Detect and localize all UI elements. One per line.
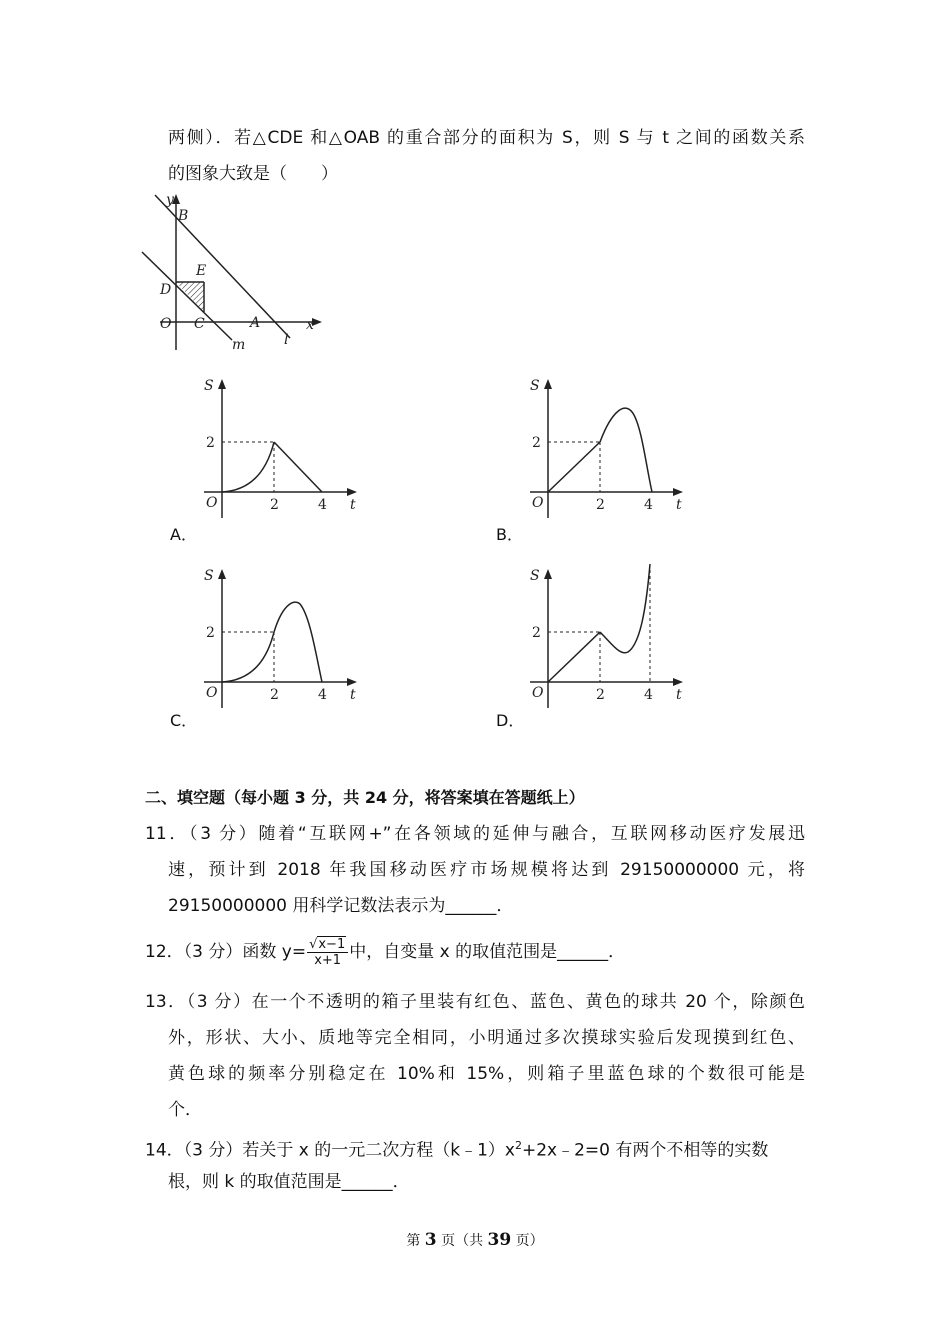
axis-label-t: t [676,687,682,703]
q13-line2: 外，形状、大小、质地等完全相同，小明通过多次摸球实验后发现摸到红色、 [168,1028,805,1048]
tick-label-y2: 2 [206,435,215,451]
fig-label-x: x [306,317,314,333]
footer-prefix: 第 [406,1233,425,1249]
q11-line3: 29150000000 用科学记数法表示为______． [168,896,514,916]
fig-label-e: E [196,263,207,279]
q11-line1: 11．（3 分）随着“互联网+”在各领域的延伸与融合，互联网移动医疗发展迅 [145,824,805,844]
option-c-graph [190,560,370,710]
q12-numerator: x−1 [318,936,346,952]
option-a-graph [190,370,370,520]
axis-label-s: S [204,568,214,584]
origin-label: O [206,495,218,511]
option-b-label[interactable]: B． [496,525,523,544]
section-heading: 二、填空题（每小题 3 分，共 24 分，将答案填在答题纸上） [145,788,585,807]
tick-label-x4: 4 [644,497,653,513]
fig-label-d: D [160,282,172,298]
fig-label-m: m [232,337,246,353]
axis-label-s: S [204,378,214,394]
fig-label-b: B [178,208,189,224]
tick-label-x4: 4 [318,687,327,703]
q12-after: 中，自变量 x 的取值范围是______． [349,942,626,962]
q14-line2: 根，则 k 的取值范围是______． [168,1172,410,1192]
tick-label-y2: 2 [206,625,215,641]
q14-line1 [145,1134,768,1163]
q10-main-figure [130,188,330,356]
footer-middle: 页（共 [436,1233,488,1249]
fig-label-c: C [194,316,205,332]
option-d-label[interactable]: D． [496,711,525,730]
q14-line1-a: 14．（3 分）若关于 x 的一元二次方程（k﹣1）x [145,1140,515,1161]
sqrt-icon: √ [309,936,318,952]
q14-exponent: 2 [514,1139,522,1152]
q12-line [145,930,625,974]
tick-label-x2: 2 [596,687,605,703]
q10-text-line1: 两侧）．若△CDE 和△OAB 的重合部分的面积为 S，则 S 与 t 之间的函数关系 [168,128,805,148]
tick-label-y2: 2 [532,435,541,451]
axis-label-s: S [530,378,540,394]
fig-label-l: l [284,332,289,348]
origin-label: O [532,495,544,511]
tick-label-x2: 2 [270,497,279,513]
origin-label: O [206,685,218,701]
axis-label-s: S [530,568,540,584]
axis-label-t: t [676,497,682,513]
q13-line3: 黄色球的频率分别稳定在 10%和 15%，则箱子里蓝色球的个数很可能是 [168,1064,805,1084]
q13-line1: 13．（3 分）在一个不透明的箱子里装有红色、蓝色、黄色的球共 20 个，除颜色 [145,992,805,1012]
q12-before: 12．（3 分）函数 y= [145,942,307,962]
tick-label-x2: 2 [270,687,279,703]
tick-label-x4: 4 [644,687,653,703]
footer-total-pages: 39 [487,1230,512,1250]
q14-line1-b: +2x﹣2=0 有两个不相等的实数 [521,1140,769,1161]
option-b-graph [516,370,696,520]
fig-label-y: y [166,192,174,208]
tick-label-x2: 2 [596,497,605,513]
q11-line2: 速，预计到 2018 年我国移动医疗市场规模将达到 29150000000 元，将 [168,860,805,880]
footer-suffix: 页） [511,1233,544,1249]
page-footer [0,1230,950,1250]
q12-denominator: x+1 [314,952,342,968]
option-a-label[interactable]: A． [170,525,197,544]
footer-page-number: 3 [424,1230,437,1250]
fig-label-o: O [160,316,172,332]
origin-label: O [532,685,544,701]
q12-fraction [307,937,348,968]
q13-line4: 个． [168,1100,202,1120]
q10-text-line2: 的图象大致是（ ） [168,164,338,184]
axis-label-t: t [350,497,356,513]
fig-label-a: A [250,315,261,331]
tick-label-x4: 4 [318,497,327,513]
option-d-graph [516,560,696,710]
tick-label-y2: 2 [532,625,541,641]
option-c-label[interactable]: C． [170,711,198,730]
axis-label-t: t [350,687,356,703]
